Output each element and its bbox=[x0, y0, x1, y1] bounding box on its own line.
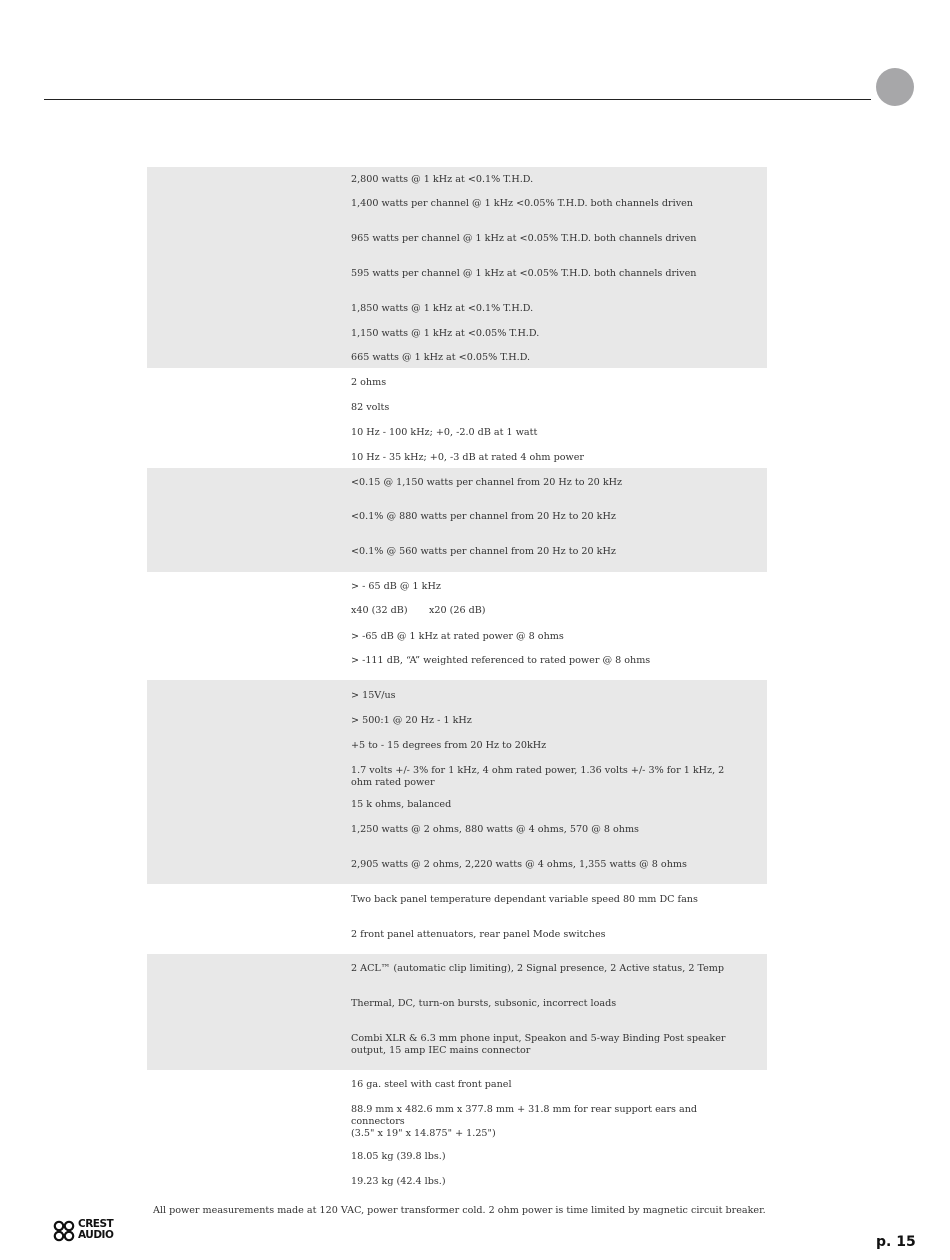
header-rule bbox=[44, 99, 871, 100]
spec-value: 16 ga. steel with cast front panel bbox=[351, 1079, 512, 1090]
spec-value: 15 k ohms, balanced bbox=[351, 799, 452, 810]
spec-value: > 500:1 @ 20 Hz - 1 kHz bbox=[351, 715, 472, 726]
spec-value: 88.9 mm x 482.6 mm x 377.8 mm + 31.8 mm for rear support ears and connectors (3.5" x 19" x 14.875" + 1.25") bbox=[351, 1104, 698, 1139]
spec-value: <0.1% @ 560 watts per channel from 20 Hz to 20 kHz bbox=[351, 546, 616, 557]
spec-value: > -111 dB, “A” weighted referenced to rated power @ 8 ohms bbox=[351, 655, 651, 666]
logo-text: CREST AUDIO bbox=[78, 1218, 114, 1241]
spec-value: 82 volts bbox=[351, 402, 390, 413]
spec-value: 2,800 watts @ 1 kHz at <0.1% T.H.D. bbox=[351, 174, 534, 185]
spec-value: 10 Hz - 35 kHz; +0, -3 dB at rated 4 ohm power bbox=[351, 452, 584, 463]
footnote: All power measurements made at 120 VAC, power transformer cold. 2 ohm power is time limited by magnetic circuit breaker. bbox=[153, 1205, 766, 1216]
spec-value: 965 watts per channel @ 1 kHz at <0.05% T.H.D. both channels driven bbox=[351, 233, 697, 244]
spec-value: 19.23 kg (42.4 lbs.) bbox=[351, 1176, 446, 1187]
spec-value: 1,150 watts @ 1 kHz at <0.05% T.H.D. bbox=[351, 328, 540, 339]
spec-value: 2 ACL™ (automatic clip limiting), 2 Signal presence, 2 Active status, 2 Temp bbox=[351, 963, 725, 974]
spec-value: +5 to - 15 degrees from 20 Hz to 20kHz bbox=[351, 740, 547, 751]
spec-value: <0.15 @ 1,150 watts per channel from 20 Hz to 20 kHz bbox=[351, 477, 623, 488]
spec-value: 1,250 watts @ 2 ohms, 880 watts @ 4 ohms, 570 @ 8 ohms bbox=[351, 824, 639, 835]
spec-value: > - 65 dB @ 1 kHz bbox=[351, 581, 441, 592]
spec-value: 1,400 watts per channel @ 1 kHz <0.05% T.H.D. both channels driven bbox=[351, 198, 693, 209]
spec-value: 665 watts @ 1 kHz at <0.05% T.H.D. bbox=[351, 352, 531, 363]
spec-value: Thermal, DC, turn-on bursts, subsonic, incorrect loads bbox=[351, 998, 617, 1009]
spec-value: 2 ohms bbox=[351, 377, 387, 388]
spec-value: 2,905 watts @ 2 ohms, 2,220 watts @ 4 ohms, 1,355 watts @ 8 ohms bbox=[351, 859, 687, 870]
spec-value: x40 (32 dB) x20 (26 dB) bbox=[351, 605, 486, 616]
page-number: p. 15 bbox=[876, 1234, 916, 1250]
page-tab-circle bbox=[876, 68, 914, 106]
spec-value: <0.1% @ 880 watts per channel from 20 Hz to 20 kHz bbox=[351, 511, 616, 522]
spec-value: 2 front panel attenuators, rear panel Mode switches bbox=[351, 929, 606, 940]
spec-value: Two back panel temperature dependant variable speed 80 mm DC fans bbox=[351, 894, 698, 905]
logo-mark-icon bbox=[52, 1220, 76, 1242]
spec-value: 18.05 kg (39.8 lbs.) bbox=[351, 1151, 446, 1162]
crest-audio-logo bbox=[52, 1219, 136, 1243]
spec-value: 595 watts per channel @ 1 kHz at <0.05% T.H.D. both channels driven bbox=[351, 268, 697, 279]
spec-value: 1.7 volts +/- 3% for 1 kHz, 4 ohm rated power, 1.36 volts +/- 3% for 1 kHz, 2 ohm rated power bbox=[351, 765, 725, 788]
spec-value: 1,850 watts @ 1 kHz at <0.1% T.H.D. bbox=[351, 303, 534, 314]
spec-value: Combi XLR & 6.3 mm phone input, Speakon and 5-way Binding Post speaker output, 15 amp IEC mains connector bbox=[351, 1033, 726, 1056]
spec-value: > -65 dB @ 1 kHz at rated power @ 8 ohms bbox=[351, 631, 564, 642]
spec-value: 10 Hz - 100 kHz; +0, -2.0 dB at 1 watt bbox=[351, 427, 538, 438]
spec-value: > 15V/us bbox=[351, 690, 396, 701]
